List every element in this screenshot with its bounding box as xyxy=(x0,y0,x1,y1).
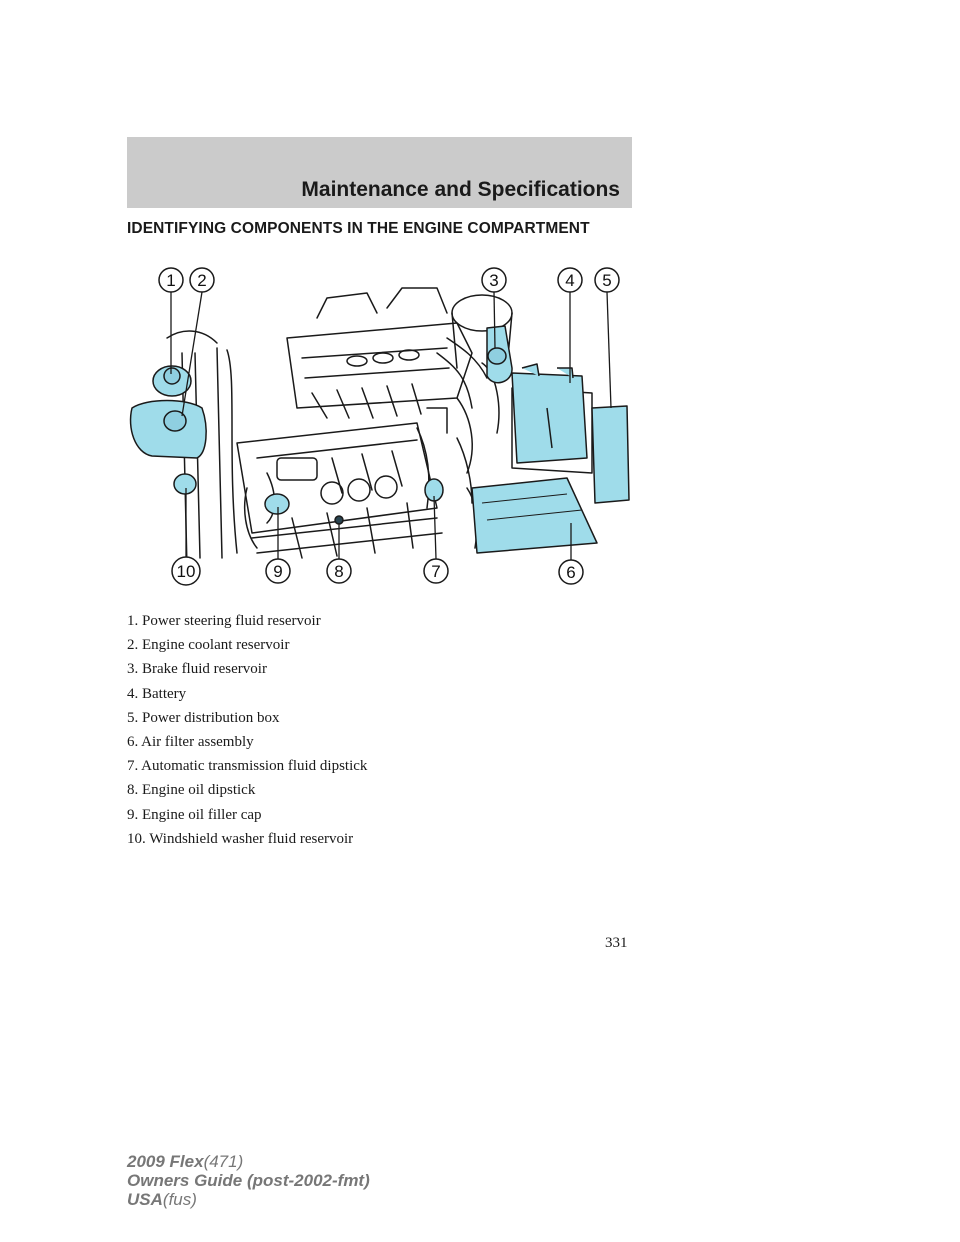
footer-model: 2009 Flex xyxy=(127,1152,204,1171)
callout-3: 3 xyxy=(489,271,499,290)
callout-2: 2 xyxy=(197,271,207,290)
legend-item: 9. Engine oil filler cap xyxy=(127,806,262,823)
engine-oil-dipstick xyxy=(335,516,343,524)
callout-4: 4 xyxy=(565,271,575,290)
legend-item: 1. Power steering fluid reservoir xyxy=(127,613,321,629)
footer-market: USA xyxy=(127,1190,163,1209)
washer-fluid-reservoir xyxy=(174,474,196,494)
callout-6: 6 xyxy=(566,563,576,582)
battery xyxy=(512,373,587,463)
section-title: Maintenance and Specifications xyxy=(301,178,620,201)
footer-market-code: (fus) xyxy=(162,1190,197,1209)
callout-10: 10 xyxy=(176,562,196,581)
page-heading: IDENTIFYING COMPONENTS IN THE ENGINE COMPARTMENT xyxy=(127,220,590,237)
callout-1: 1 xyxy=(166,271,176,290)
page-number: 331 xyxy=(605,935,628,951)
callout-8: 8 xyxy=(334,562,344,581)
footer-guide: Owners Guide (post-2002-fmt) xyxy=(127,1171,370,1190)
legend-item: 3. Brake fluid reservoir xyxy=(127,661,267,678)
oil-filler-cap xyxy=(265,494,289,514)
document-footer xyxy=(127,1152,370,1209)
footer-model-code: (471) xyxy=(203,1152,244,1171)
power-distribution-box xyxy=(592,406,629,503)
legend-item: 10. Windshield washer fluid reservoir xyxy=(127,830,354,847)
callout-9: 9 xyxy=(273,562,283,581)
engine-compartment-diagram xyxy=(127,258,632,593)
callout-7: 7 xyxy=(431,562,441,581)
legend-item: 6. Air filter assembly xyxy=(127,733,254,750)
callout-5: 5 xyxy=(602,271,612,290)
legend-item: 8. Engine oil dipstick xyxy=(127,782,256,799)
legend-item: 4. Battery xyxy=(127,685,187,702)
legend-item: 2. Engine coolant reservoir xyxy=(127,637,290,654)
legend-item: 7. Automatic transmission fluid dipstick xyxy=(127,758,368,775)
section-header-band xyxy=(127,137,632,208)
component-legend xyxy=(127,609,367,851)
legend-item: 5. Power distribution box xyxy=(127,709,280,726)
